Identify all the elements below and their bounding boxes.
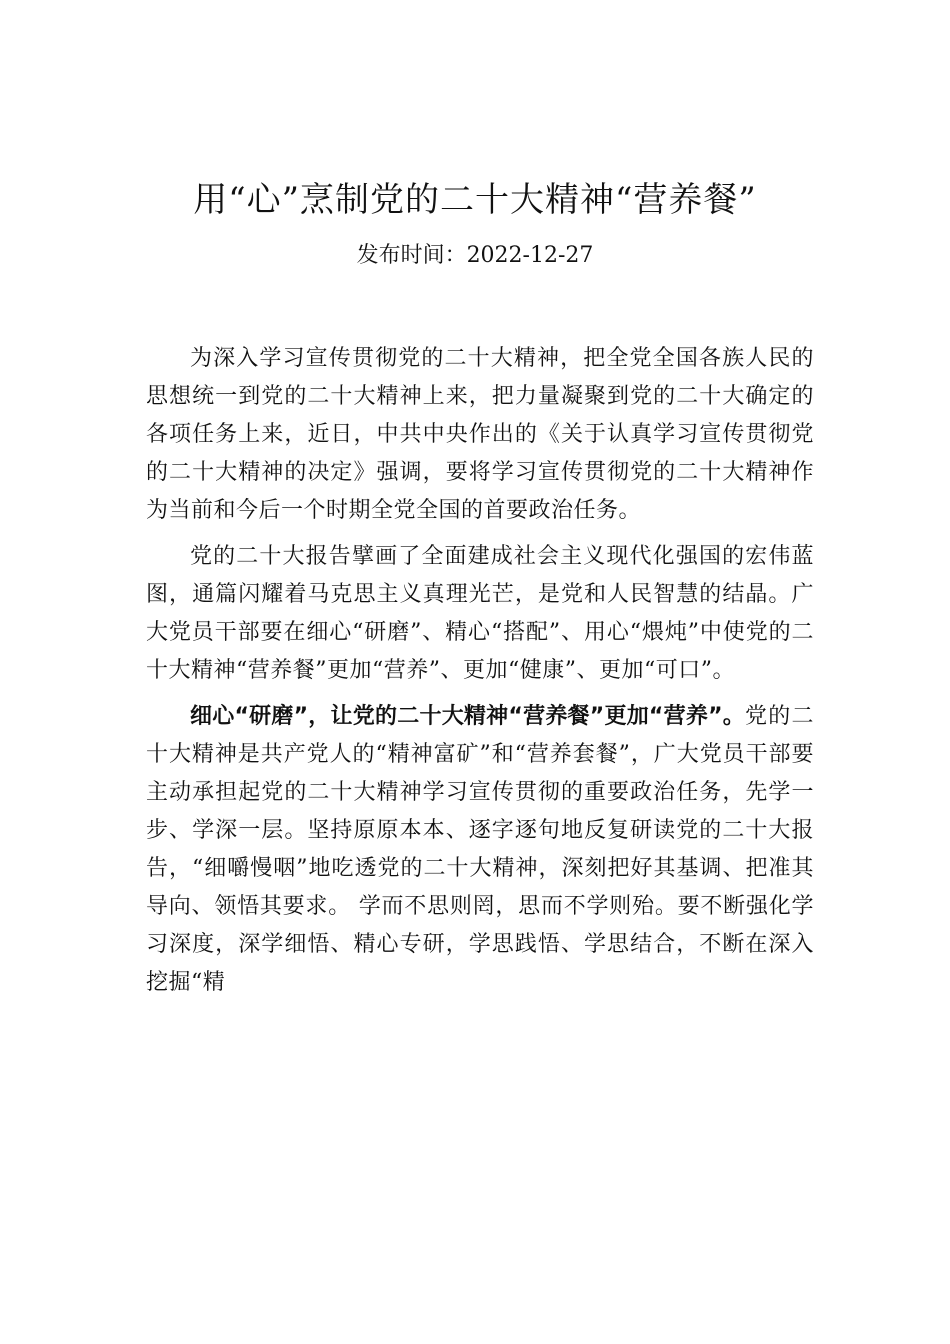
article-body — [146, 340, 814, 1002]
paragraph-2 — [146, 538, 814, 690]
paragraph-1 — [146, 340, 814, 530]
publish-date: 发布时间：2022-12-27 — [356, 243, 594, 268]
article-title: 用“心”烹制党的二十大精神“营养餐” — [193, 180, 757, 220]
paragraph-3 — [146, 698, 814, 1002]
paragraph-1-text: 为深入学习宣传贯彻党的二十大精神，把全党全国各族人民的思想统一到党的二十大精神上来，把力量凝聚到党的二十大确定的各项任务上来，近日，中共中央作出的《关于认真学习宣传贯彻党的二十大精神的决定》强调，要将学习宣传贯彻党的二十大精神作为当前和今后一个时期全党全国的首要政治任务。 — [146, 346, 814, 523]
paragraph-3-lead: 细心“研磨”，让党的二十大精神“营养餐”更加“营养”。 — [190, 704, 746, 729]
paragraph-3-text: 党的二十大精神是共产党人的“精神富矿”和“营养套餐”，广大党员干部要主动承担起党的二十大精神学习宣传贯彻的重要政治任务，先学一步、学深一层。坚持原原本本、逐字逐句地反复研读党的二十大报告，“细嚼慢咽”地吃透党的二十大精神，深刻把好其基调、把准其导向、领悟其要求。 学而不思则罔，思而不学则殆。要不断强化学习深度，深学细悟、精心专研，学思践悟、学思结合，不断在深入挖掘“精 — [146, 704, 814, 995]
paragraph-2-text: 党的二十大报告擘画了全面建成社会主义现代化强国的宏伟蓝图，通篇闪耀着马克思主义真理光芒，是党和人民智慧的结晶。广大党员干部要在细心“研磨”、精心“搭配”、用心“煨炖”中使党的二十大精神“营养餐”更加“营养”、更加“健康”、更加“可口”。 — [146, 544, 815, 683]
